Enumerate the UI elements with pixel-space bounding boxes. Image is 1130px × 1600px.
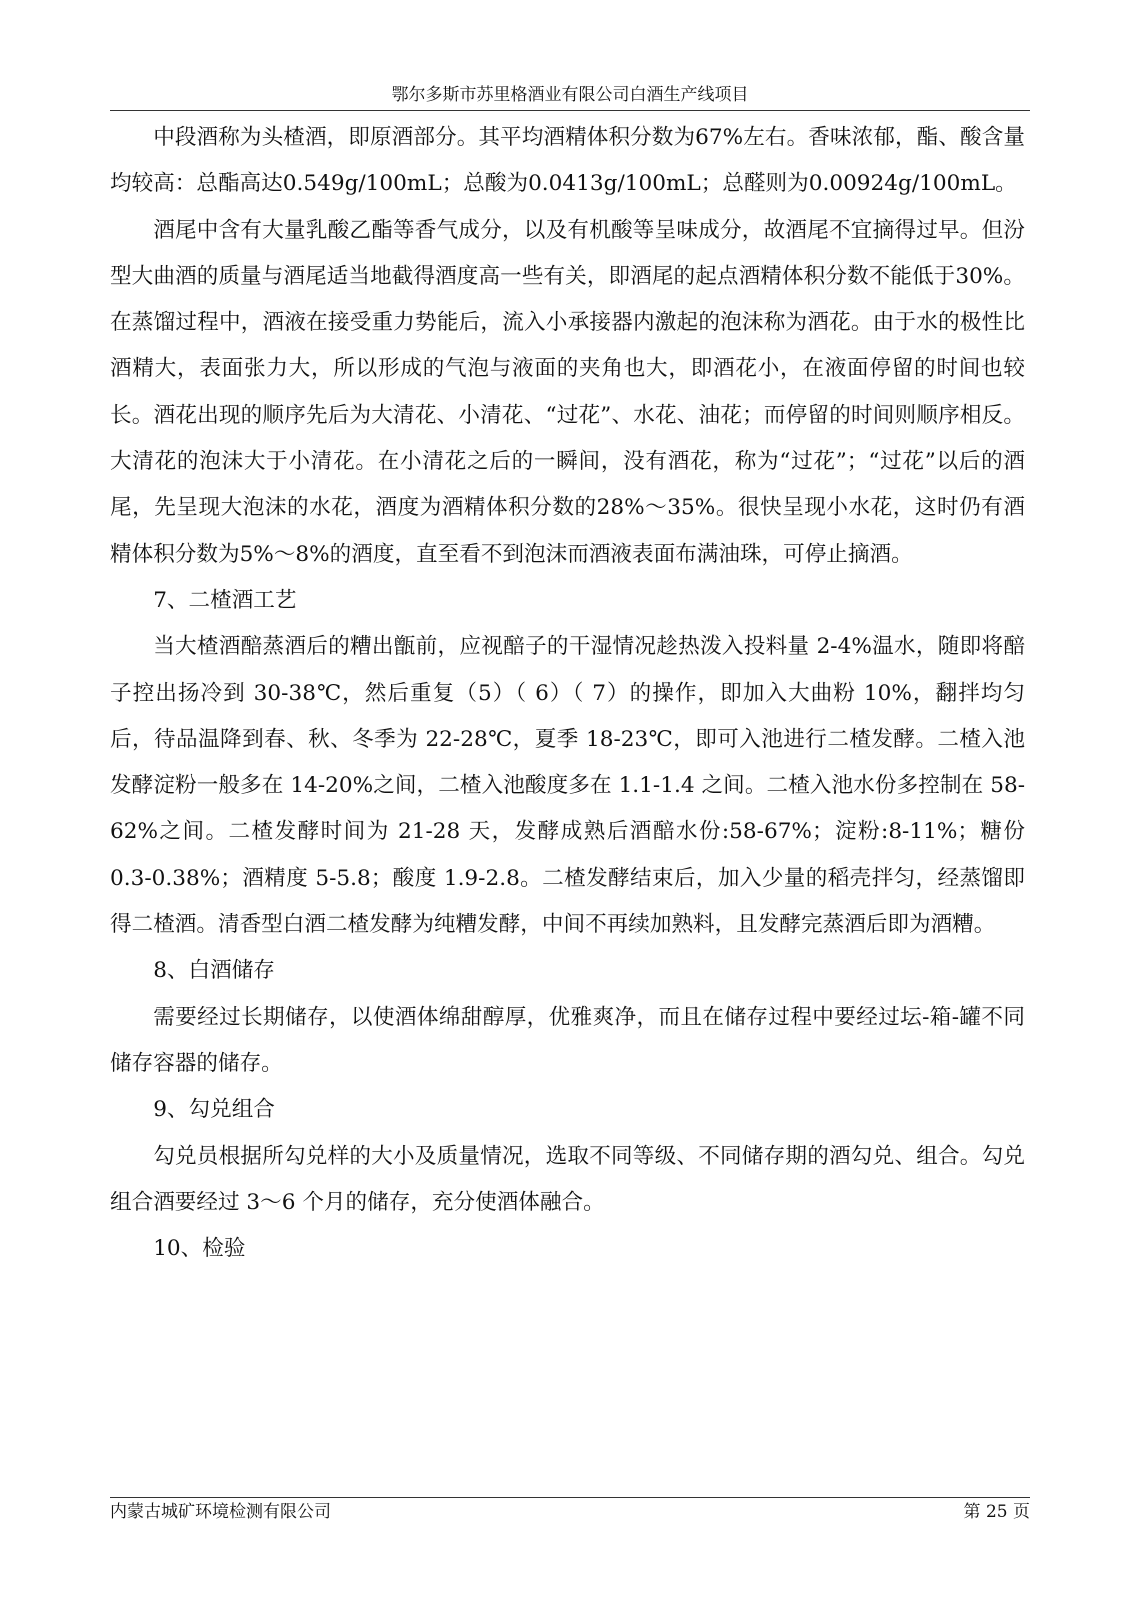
paragraph-main-segment: 中段酒称为头楂酒，即原酒部分。其平均酒精体积分数为67%左右。香味浓郁，酯、酸含量均较高：总酯高达0.549g/100mL；总酸为0.0413g/100mL；总醛则为0.00924g/100mL。 [110, 125, 1025, 197]
paragraph-blending: 勾兑员根据所勾兑样的大小及质量情况，选取不同等级、不同储存期的酒勾兑、组合。勾兑组合酒要经过 3～6 个月的储存，充分使酒体融合。 [110, 1143, 1025, 1215]
page-number: 第 25 页 [963, 1502, 1030, 1522]
paragraph-storage: 需要经过长期储存，以使酒体绵甜醇厚，优雅爽净，而且在储存过程中要经过坛-箱-罐不同储存容器的储存。 [110, 1004, 1025, 1076]
section-heading-8: 8、白酒储存 [153, 958, 275, 984]
footer-company: 内蒙古城矿环境检测有限公司 [110, 1502, 331, 1522]
section-heading-10: 10、检验 [153, 1236, 246, 1262]
header-title: 鄂尔多斯市苏里格酒业有限公司白酒生产线项目 [391, 85, 749, 105]
paragraph-second-fermentation: 当大楂酒醅蒸酒后的糟出甑前，应视醅子的干湿情况趁热泼入投料量 2-4%温水，随即将醅子控出扬冷到 30-38℃，然后重复（5）（ 6）（ 7）的操作，即加入大曲粉 10%，翻拌均匀后，待品温降到春、秋、冬季为 22-28℃，夏季 18-23℃，即可入池进行二楂发酵。二楂入池发酵淀粉一般多在 14-20%之间，二楂入池酸度多在 1.1-1.4 之间。二楂入池水份多控制在 58-62%之间。二楂发酵时间为 21-28 天，发酵成熟后酒醅水份:58-67%；淀粉:8-11%；糖份 0.3-0.38%；酒精度 5-5.8；酸度 1.9-2.8。二楂发酵结束后，加入少量的稻壳拌匀，经蒸馏即得二楂酒。清香型白酒二楂发酵为纯糟发酵，中间不再续加熟料，且发酵完蒸酒后即为酒糟。 [110, 634, 1025, 938]
document-body [110, 115, 1025, 1272]
paragraph-tail-liquor: 酒尾中含有大量乳酸乙酯等香气成分，以及有机酸等呈味成分，故酒尾不宜摘得过早。但汾型大曲酒的质量与酒尾适当地截得酒度高一些有关，即酒尾的起点酒精体积分数不能低于30%。在蒸馏过程中，酒液在接受重力势能后，流入小承接器内激起的泡沫称为酒花。由于水的极性比酒精大，表面张力大，所以形成的气泡与液面的夹角也大，即酒花小，在液面停留的时间也较长。酒花出现的顺序先后为大清花、小清花、“过花”、水花、油花；而停留的时间则顺序相反。大清花的泡沫大于小清花。在小清花之后的一瞬间，没有酒花，称为“过花”；“过花”以后的酒尾，先呈现大泡沫的水花，酒度为酒精体积分数的28%～35%。很快呈现小水花，这时仍有酒精体积分数为5%～8%的酒度，直至看不到泡沫而酒液表面布满油珠，可停止摘酒。 [110, 217, 1025, 567]
section-heading-7: 7、二楂酒工艺 [153, 587, 297, 613]
running-footer [110, 1497, 1030, 1524]
running-header [110, 82, 1030, 111]
section-heading-9: 9、勾兑组合 [153, 1097, 275, 1123]
